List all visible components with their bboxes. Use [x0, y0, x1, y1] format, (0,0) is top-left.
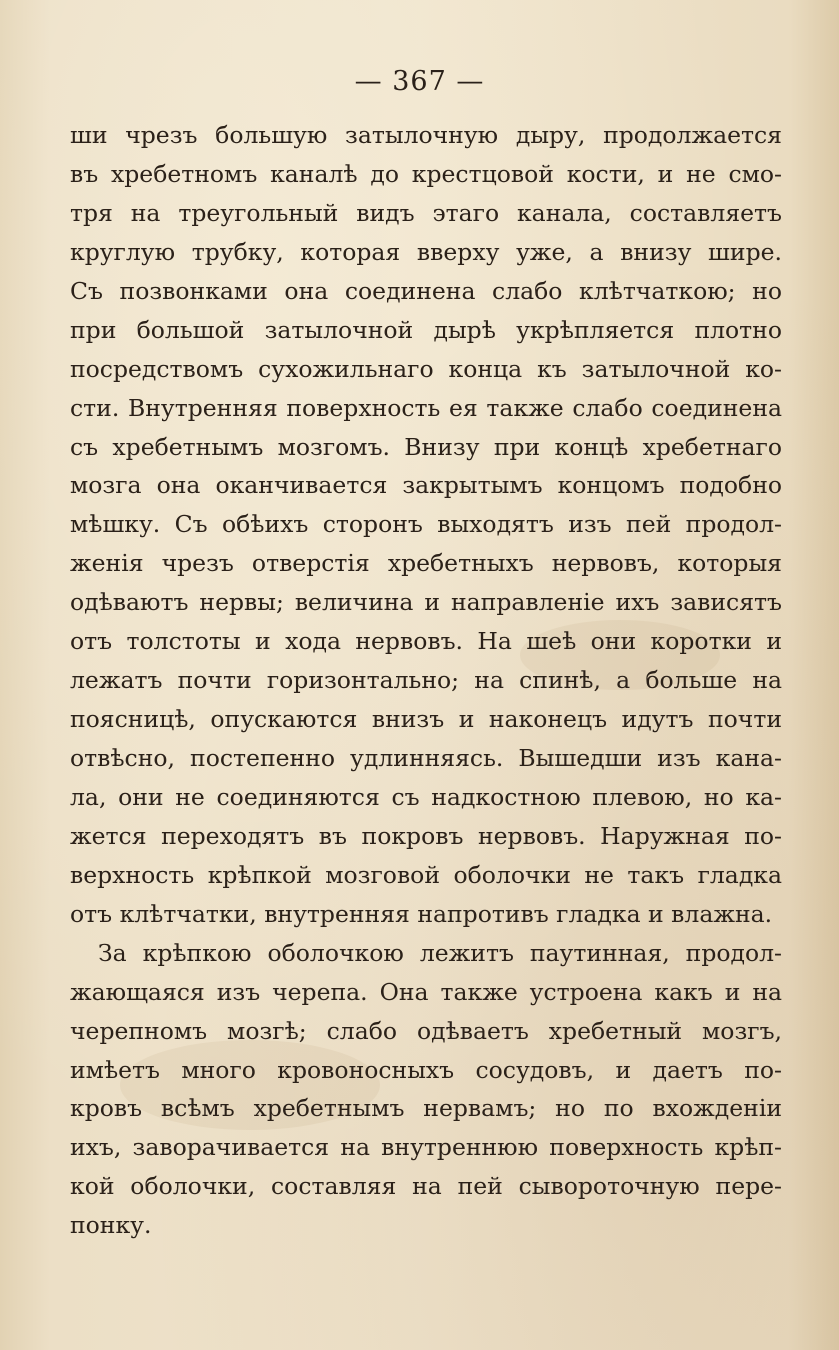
- text-line: тря на треугольный видъ этаго канала, составляетъ: [70, 198, 782, 227]
- text-line: верхность крѣпкой мозговой оболочки не такъ гладка: [70, 860, 782, 889]
- text-line: съ хребетнымъ мозгомъ. Внизу при концѣ хребетнаго: [70, 432, 782, 461]
- text-line: мѣшку. Съ обѣихъ сторонъ выходятъ изъ пей продол-: [70, 510, 782, 539]
- text-line: отъ клѣтчатки, внутренняя напротивъ гладка и влажна.: [70, 899, 773, 928]
- text-line: Съ позвонками она соединена слабо клѣтчаткою; но: [70, 276, 782, 305]
- text-line: посредствомъ сухожильнаго конца къ затылочной ко-: [70, 354, 782, 383]
- text-line: За крѣпкою оболочкою лежитъ паутинная, продол-: [98, 938, 782, 967]
- text-line: круглую трубку, которая вверху уже, а внизу шире.: [70, 237, 782, 266]
- text-line: сти. Внутренняя поверхность ея также слабо соединена: [70, 393, 782, 422]
- page-number: — 367 —: [354, 66, 485, 97]
- text-line: поясницѣ, опускаются внизъ и наконецъ идутъ почти: [70, 705, 782, 734]
- text-line: мозга она оканчивается закрытымъ концомъ подобно: [70, 471, 782, 500]
- text-line: одѣваютъ нервы; величина и направленіе ихъ зависятъ: [70, 588, 782, 617]
- text-line: жающаяся изъ черепа. Она также устроена какъ и на: [70, 977, 782, 1006]
- text-line: отвѣсно, постепенно удлинняясь. Вышедши изъ кана-: [70, 744, 782, 772]
- text-line: ла, они не соединяются съ надкостною плевою, но ка-: [70, 782, 782, 811]
- text-line: отъ толстоты и хода нервовъ. На шеѣ они коротки и: [70, 627, 782, 656]
- text-line: ихъ, заворачивается на внутреннюю поверхность крѣп-: [70, 1133, 782, 1162]
- text-line: женія чрезъ отверстія хребетныхъ нервовъ, которыя: [70, 549, 782, 578]
- text-line: кой оболочки, составляя на пей сывороточную пере-: [70, 1172, 782, 1201]
- text-line: при большой затылочной дырѣ укрѣпляется плотно: [70, 315, 782, 344]
- text-line: понку.: [70, 1211, 152, 1240]
- text-line: ши чрезъ большую затылочную дыру, продолжается: [70, 121, 782, 149]
- text-line: жется переходятъ въ покровъ нервовъ. Наружная по-: [70, 821, 782, 850]
- text-line: черепномъ мозгѣ; слабо одѣваетъ хребетный мозгъ,: [70, 1016, 782, 1045]
- text-line: лежатъ почти горизонтально; на спинѣ, а больше на: [70, 666, 782, 695]
- text-line: въ хребетномъ каналѣ до крестцовой кости, и не смо-: [70, 159, 782, 188]
- body-text: [70, 116, 782, 1245]
- text-line: имѣетъ много кровоносныхъ сосудовъ, и даетъ по-: [70, 1055, 782, 1084]
- text-line: кровъ всѣмъ хребетнымъ нервамъ; но по вхожденіи: [70, 1094, 782, 1123]
